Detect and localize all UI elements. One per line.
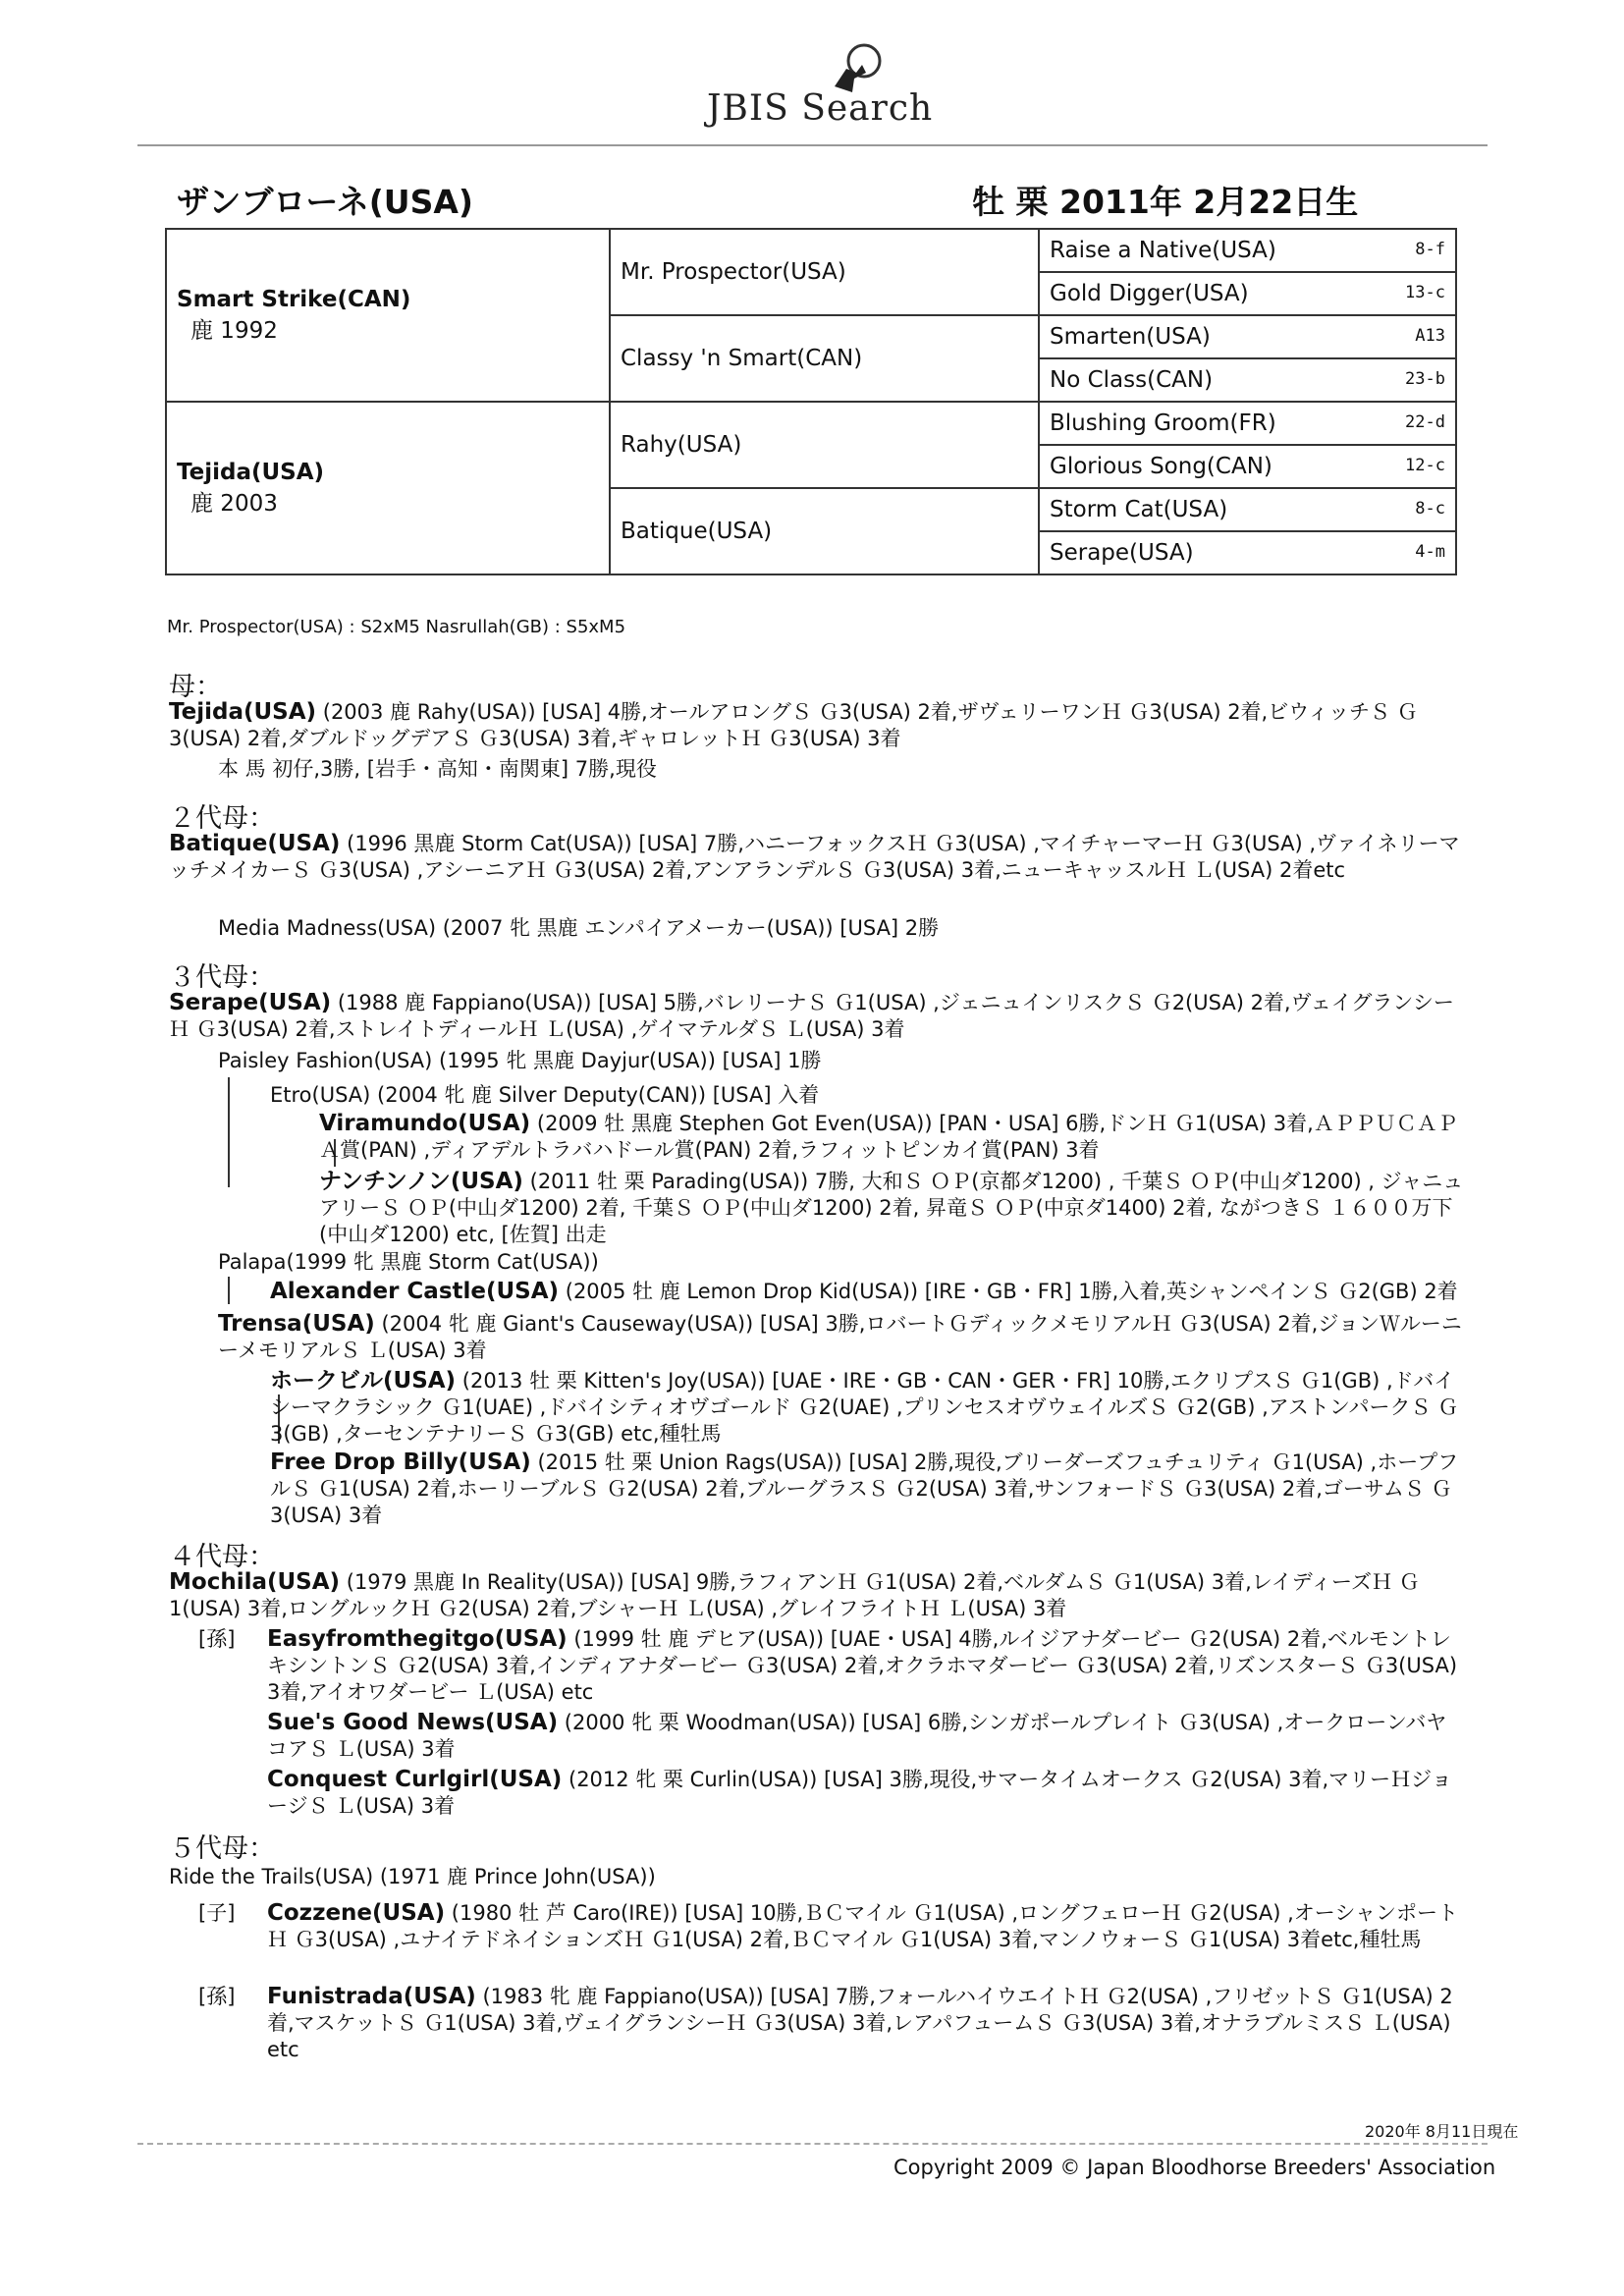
family-code: 23-b [1405,369,1445,389]
horse-name: ザンブローネ(USA) [177,183,473,221]
hawk-entry [270,1368,1468,1448]
entry-desc: (2009 牡 黒鹿 Stephen Got Even(USA)) [PAN・USA] 6勝,ドンＨ Ｇ1(USA) 3着,ＡＰＰＵＣＡＰＡ賞(PAN) ,ディアデルトラバハドール賞(PAN) 2着,ラフィットピンカイ賞(PAN) 3着 [319,1112,1458,1162]
family-code: 8-c [1415,499,1445,519]
entry-name: Batique(USA) [169,831,341,856]
jbis-logo [687,39,943,137]
cozz-entry [267,1900,1465,1953]
entry-desc: (2004 牝 鹿 Giant's Causeway(USA)) [USA] 3勝,ロバートＧディックメモリアルＨ Ｇ3(USA) 2着,ジョンＷルーニーメモリアルＳ Ｌ(USA) 3着 [218,1312,1462,1362]
gen3-cell [1039,488,1456,531]
alex-entry [270,1279,1468,1305]
gen2-cell: Mr. Prospector(USA) [610,229,1039,315]
sire-detail: 鹿 1992 [190,317,278,344]
entry-name: Alexander Castle(USA) [270,1279,560,1304]
dam-name: Tejida(USA) [177,459,325,485]
free-entry [270,1449,1468,1529]
sire-cell [166,229,610,402]
ride-entry: Ride the Trails(USA) (1971 鹿 Prince John(USA)) [169,1865,656,1888]
paisley-entry: Paisley Fashion(USA) (1995 牝 黒鹿 Dayjur(USA)) [USA] 1勝 [218,1049,822,1072]
gen3-cell [1039,358,1456,402]
entry-desc: (1999 牡 鹿 デヒア(USA)) [UAE・USA] 4勝,ルイジアナダービー Ｇ2(USA) 2着,ベルモントレキシントンＳ Ｇ2(USA) 3着,インディアナダービー Ｇ3(USA) 2着,オクラホマダービー Ｇ3(USA) 2着,リズンスターＳ Ｇ3(USA) 3着,アイオワダービー Ｌ(USA) etc [267,1627,1458,1704]
section-g3: ３代母： [169,962,275,993]
entry-name: Conquest Curlgirl(USA) [267,1767,563,1792]
gen3-cell [1039,445,1456,488]
tag-child: [子] [198,1901,236,1925]
gen3-name: Raise a Native(USA) [1050,238,1276,263]
tree-line [228,1077,230,1187]
family-code: 8-f [1415,240,1445,259]
entry-name: Cozzene(USA) [267,1900,446,1926]
viramundo-entry [319,1111,1468,1164]
entry-name: Easyfromthegitgo(USA) [267,1626,568,1652]
entry-desc: (2003 鹿 Rahy(USA)) [USA] 4勝,オールアロングＳ Ｇ3(USA) 2着,ザヴェリーワンＨ Ｇ3(USA) 2着,ビウィッチＳ Ｇ3(USA) 2着,ダブルドッグデアＳ Ｇ3(USA) 3着,ギャロレットＨ Ｇ3(USA) 3着 [169,700,1418,750]
gen2-cell: Batique(USA) [610,488,1039,574]
etro-entry: Etro(USA) (2004 牝 鹿 Silver Deputy(CAN)) [USA] 入着 [270,1083,820,1107]
gen3-cell [1039,272,1456,315]
entry-desc: (2015 牡 栗 Union Rags(USA)) [USA] 2勝,現役,ブリーダーズフュチュリティ Ｇ1(USA) ,ホープフルＳ Ｇ1(USA) 2着,ホーリーブルＳ Ｇ2(USA) 2着,ブルーグラスＳ Ｇ2(USA) 3着,サンフォードＳ Ｇ3(USA) 2着,ゴーサムＳ Ｇ3(USA) 3着 [270,1450,1459,1527]
gen3-name: Glorious Song(CAN) [1050,454,1272,479]
section-g5: ５代母： [169,1833,275,1864]
family-code: A13 [1415,326,1445,346]
family-code: 12-c [1405,456,1445,475]
media-entry: Media Madness(USA) (2007 牝 黒鹿 エンパイアメーカー(USA)) [USA] 2勝 [218,916,940,940]
gen3-cell [1039,315,1456,358]
as-of-date: 2020年 8月11日現在 [1365,2122,1519,2141]
entry-name: Mochila(USA) [169,1569,341,1595]
tag-grand: [孫] [198,1627,236,1651]
tag-grand: [孫] [198,1985,236,2008]
dam-entry [169,699,1465,752]
section-g2: ２代母： [169,803,275,834]
gen3-name: Blushing Groom(FR) [1050,410,1276,436]
self-entry: 本 馬 初仔,3勝, [岩手・高知・南関東] 7勝,現役 [218,757,657,781]
sire-name: Smart Strike(CAN) [177,286,411,312]
gen3-name: Smarten(USA) [1050,324,1211,350]
entry-desc: (1980 牡 芦 Caro(IRE)) [USA] 10勝,ＢＣマイル Ｇ1(USA) ,ロングフェローＨ Ｇ2(USA) ,オーシャンポートＨ Ｇ3(USA) ,ユナイテドネイションズＨ Ｇ1(USA) 2着,ＢＣマイル Ｇ1(USA) 3着,マンノウォーＳ Ｇ1(USA) 3着etc,種牡馬 [267,1901,1458,1951]
entry-desc: (1983 牝 鹿 Fappiano(USA)) [USA] 7勝,フォールハイウエイトＨ Ｇ2(USA) ,フリゼットＳ Ｇ1(USA) 2着,マスケットＳ Ｇ1(USA) 3着,ヴェイグランシーＨ Ｇ3(USA) 3着,レアパフュームＳ Ｇ3(USA) 3着,オナラブルミスＳ Ｌ(USA) etc [267,1985,1453,2061]
entry-desc: (1979 黒鹿 In Reality(USA)) [USA] 9勝,ラフィアンＨ Ｇ1(USA) 2着,ベルダムＳ Ｇ1(USA) 3着,レイディーズＨ Ｇ1(USA) 3着,ロングルックＨ Ｇ2(USA) 2着,ブシャーＨ Ｌ(USA) ,グレイフライトＨ Ｌ(USA) 3着 [169,1570,1420,1620]
entry-desc: (2005 牡 鹿 Lemon Drop Kid(USA)) [IRE・GB・FR] 1勝,入着,英シャンペインＳ Ｇ2(GB) 2着 [565,1280,1458,1303]
entry-name: Sue's Good News(USA) [267,1710,559,1735]
gen2-cell: Classy 'n Smart(CAN) [610,315,1039,402]
gen3-name: Gold Digger(USA) [1050,281,1249,306]
footer-rule [137,2143,1488,2145]
serape-entry [169,990,1465,1043]
section-g4: ４代母： [169,1542,275,1572]
tree-line [228,1277,230,1304]
entry-name: Serape(USA) [169,990,332,1015]
gen3-name: Storm Cat(USA) [1050,497,1228,522]
mochila-entry [169,1569,1465,1622]
trensa-entry [218,1311,1465,1364]
header-rule [137,144,1488,146]
entry-desc: (2011 牡 栗 Parading(USA)) 7勝, 大和Ｓ ＯＰ(京都ダ1200) , 千葉Ｓ ＯＰ(中山ダ1200) , ジャニュアリーＳ ＯＰ(中山ダ1200) 2着, 千葉Ｓ ＯＰ(中山ダ1200) 2着, 昇竜Ｓ ＯＰ(中京ダ1400) 2着, ながつきＳ １６００万下(中山ダ1200) etc, [佐賀] 出走 [319,1170,1464,1246]
easy-entry [267,1626,1465,1706]
gen3-cell [1039,531,1456,574]
section-dam: 母： [169,672,222,702]
entry-name: Free Drop Billy(USA) [270,1449,531,1475]
entry-desc: (2012 牝 栗 Curlin(USA)) [USA] 3勝,現役,サマータイムオークス Ｇ2(USA) 3着,マリーＨジョージＳ Ｌ(USA) 3着 [267,1768,1452,1818]
conq-entry [267,1767,1465,1820]
entry-name: Funistrada(USA) [267,1984,476,2009]
gen3-name: Serape(USA) [1050,540,1194,566]
entry-name: Viramundo(USA) [319,1111,531,1136]
gen3-name: No Class(CAN) [1050,367,1214,393]
entry-name: ホークビル(USA) [270,1368,457,1394]
entry-desc: (1996 黒鹿 Storm Cat(USA)) [USA] 7勝,ハニーフォックスＨ Ｇ3(USA) ,マイチャーマーＨ Ｇ3(USA) ,ヴァイネリーマッチメイカーＳ Ｇ3(USA) ,アシーニアＨ Ｇ3(USA) 2着,アンアランデルＳ Ｇ3(USA) 3着,ニューキャッスルＨ Ｌ(USA) 2着etc [169,832,1460,882]
family-code: 4-m [1415,542,1445,562]
entry-desc: (2013 牡 栗 Kitten's Joy(USA)) [UAE・IRE・GB・CAN・GER・FR] 10勝,エクリプスＳ Ｇ1(GB) ,ドバイシーマクラシック Ｇ1(UAE) ,ドバイシティオヴゴールド Ｇ2(UAE) ,プリンセスオヴウェイルズＳ Ｇ2(GB) ,アストンパークＳ Ｇ3(GB) ,ターセンテナリーＳ Ｇ3(GB) etc,種牡馬 [270,1369,1459,1446]
entry-desc: (1988 鹿 Fappiano(USA)) [USA] 5勝,バレリーナＳ Ｇ1(USA) ,ジェニュインリスクＳ Ｇ2(USA) 2着,ヴェイグランシーＨ Ｇ3(USA) 2着,ストレイトディールＨ Ｌ(USA) ,ゲイマテルダＳ Ｌ(USA) 3着 [169,991,1454,1041]
gen2-cell: Rahy(USA) [610,402,1039,488]
family-code: 22-d [1405,412,1445,432]
sex-color-birth: 牡 栗 2011年 2月22日生 [972,183,1359,221]
entry-name: Tejida(USA) [169,699,317,725]
sue-entry [267,1710,1465,1763]
funi-entry [267,1984,1465,2063]
pedigree-table [165,228,1457,575]
nanchin-entry [319,1169,1468,1248]
batique-entry [169,831,1465,884]
entry-desc: (2000 牝 栗 Woodman(USA)) [USA] 6勝,シンガポールプレイト Ｇ3(USA) ,オークローンバヤコアＳ Ｌ(USA) 3着 [267,1711,1447,1761]
gen3-cell [1039,402,1456,445]
copyright: Copyright 2009 © Japan Bloodhorse Breeders' Association [893,2156,1496,2179]
entry-name: ナンチンノン(USA) [319,1169,523,1194]
logo-text: JBIS Search [707,88,934,129]
entry-name: Trensa(USA) [218,1311,375,1337]
palapa-entry: Palapa(1999 牝 黒鹿 Storm Cat(USA)) [218,1250,599,1274]
family-code: 13-c [1405,283,1445,302]
dam-cell [166,402,610,574]
inbreeding-line: Mr. Prospector(USA) : S2xM5 Nasrullah(GB) : S5xM5 [167,617,626,637]
dam-detail: 鹿 2003 [190,490,278,517]
gen3-cell [1039,229,1456,272]
